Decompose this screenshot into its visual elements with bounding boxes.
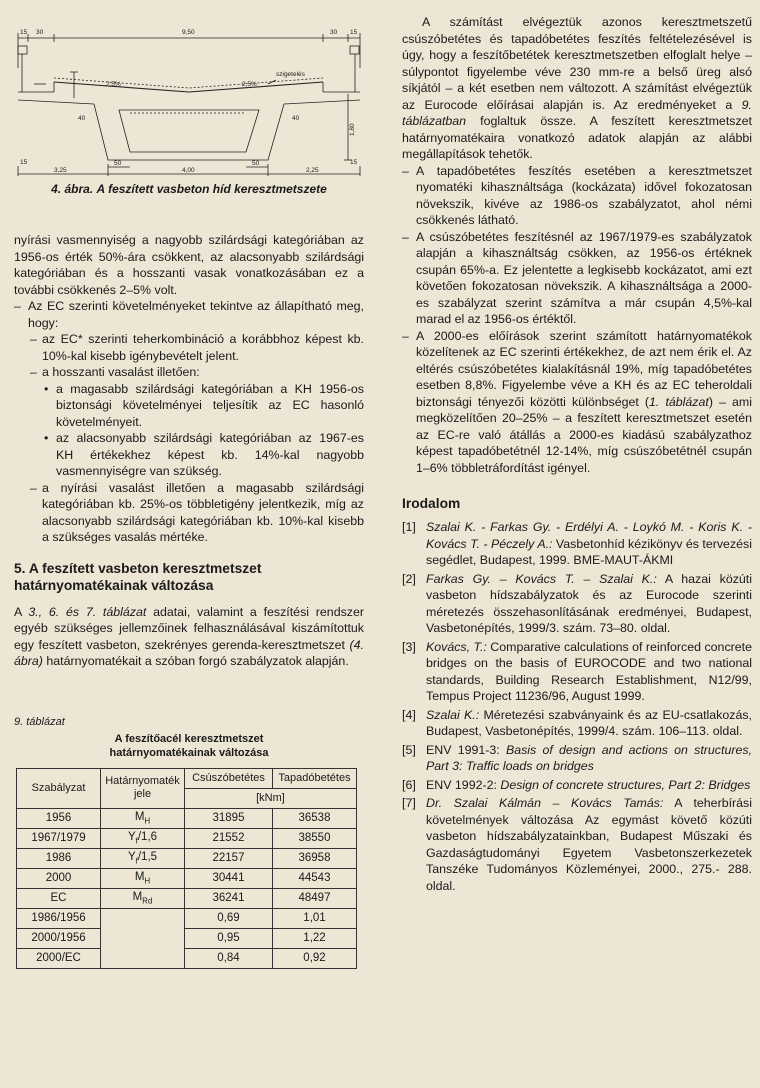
reference-number: [6] (402, 777, 416, 792)
reference-authors: Dr. Szalai Kálmán – Kovács Tamás: (426, 796, 664, 810)
cross-section-drawing (14, 14, 364, 176)
cell-bonded: 38550 (273, 828, 357, 848)
ec-sub-item-2-lead: a hosszanti vasalást illetően: (42, 365, 200, 379)
reference-text: A teherbírási követelmények változása Az egymást követő közúti vasbeton hídszabályzatainkban, Budapest Műszaki és Gazdaságtudományi Egyetem Vasbetonszerkezetek Tanszéke Tudományos Közleményei, 2000., 275.- 288. oldal. (426, 796, 752, 893)
findings-list (402, 163, 752, 477)
finding-item-2: – A csúszóbetétes feszítésnél az 1967/1979-es szabályzatok alapján a kihasználtság csökken, az 1956-os értéknek csupán 65%-a. Ez jelentette a legkisebb kockázatot, ami ezt követően fokozatosan növekszik. A kihasználtsága a 2000-es szabályzat szerint számítva a már csupán 4,5%-kal marad el az 1956-os értéktől. (402, 229, 752, 328)
dim-bottom-right-small: 15 (350, 159, 358, 166)
cell-regulation: 1956 (17, 808, 101, 828)
header-unit: [kNm] (185, 788, 357, 808)
table-title-line-1: A feszítőacél keresztmetszet (114, 732, 264, 745)
finding-3-text-a: A 2000-es előírások szerint számított határnyomatékok közelítenek az EC szerinti értékekhez, de azt nem érik el. Az eltérés csúszóbetétes kialakításnál 19%, míg tapadóbetétes esetben 8,8%. Figyelembe véve a KH és az EC teheroldali biztonsági tényezői közötti különbséget ( (416, 328, 752, 409)
reference-text: A hazai közúti vasbeton hídszabályzatok és az Eurocode szerinti méretezés összehasonlításának eredményei, Budapest, Vasbetonépítés, 1999/3. szám. 73–80. oldal. (426, 571, 752, 635)
table-label: 9. táblázat (14, 715, 65, 728)
cell-regulation: 1967/1979 (17, 828, 101, 848)
reference-number: [1] (402, 520, 416, 534)
reference-text: Vasbetonhíd kézikönyv és tervezési segédlet, Budapest, 1999. BME-MAUT-ÁKMI (426, 536, 752, 567)
intro-figure-ref: (4. ábra) (14, 637, 364, 668)
ec-requirements-lead: Az EC szerinti követelményeket tekintve az állapítható meg, hogy: (28, 299, 364, 330)
reference-item (402, 742, 752, 775)
reference-text: Comparative calculations of reinforced concrete bridges on the basis of EUROCODE and two national standards, Building Research Establishment, N12/99, Tempus Project 11236/96, August 1999. (426, 639, 752, 703)
finding-3-table-ref: 1. táblázat (649, 394, 709, 409)
dim-bottom-right: 2,25 (306, 167, 319, 174)
figure-caption-number: 4. ábra. (51, 182, 94, 196)
dim-top-right-2: 15 (350, 29, 358, 36)
reference-text: ENV 1991-3: (426, 742, 506, 757)
cell-moment-subscript: H (144, 876, 151, 886)
intro-text-b: adatai, valamint a feszítési rendszer egyéb szükséges jellemzőinek felhasználásával kiszámítottuk egy feszített vasbeton, szekrényes gerenda-keresztmetszet (14, 604, 364, 652)
reference-text: Méretezési szabványaink és az EU-csatlakozás, Budapest, Vasbetonépítés, 1999/4. szám. 106–113. oldal. (426, 707, 752, 738)
dim-top-total: 9,50 (182, 29, 195, 36)
table-body (17, 808, 357, 968)
section-title: 5. A feszített vasbeton keresztmetszet határnyomatékainak változása (14, 560, 262, 593)
cell-unbonded: 0,84 (185, 948, 273, 968)
cell-regulation: 2000/1956 (17, 928, 101, 948)
references-list (402, 519, 752, 894)
table-title (14, 732, 364, 760)
calc-text-b: foglaltuk össze. A feszített keresztmetszet határnyomatékaira vonatkozó adatok alapján az alábbi megállapítások tehetők. (402, 114, 752, 161)
dim-top-right-1: 30 (330, 29, 338, 36)
reference-number: [7] (402, 796, 416, 810)
finding-item-3 (402, 328, 752, 477)
figure-caption (14, 182, 364, 196)
figure-caption-text: A feszített vasbeton híd keresztmetszete (96, 182, 327, 196)
header-unbonded: Csúszóbetétes (185, 768, 273, 788)
references-title: Irodalom (402, 496, 461, 511)
cell-regulation: EC (17, 888, 101, 908)
cell-unbonded: 0,69 (185, 908, 273, 928)
cell-regulation: 1986/1956 (17, 908, 101, 928)
haunch-left: 40 (78, 115, 86, 122)
cell-unbonded: 31895 (185, 808, 273, 828)
reference-item (402, 571, 752, 637)
cell-regulation: 2000/EC (17, 948, 101, 968)
moment-table (16, 768, 357, 969)
bullet-item-2: • az alacsonyabb szilárdsági kategóriában az 1967-es KH értékekhez képest kb. 14%-kal nagyobb vasmennyiségre van szükség. (42, 430, 364, 480)
cell-moment-subscript: f (135, 856, 138, 866)
intro-text-c: határnyomatékait a szóban forgó szabályzatok alapján. (42, 654, 349, 668)
ec-sub-item-3: – a nyírási vasalást illetően a magasabb szilárdsági kategóriában kb. 25%-os többletigény jelentkezik, míg az alacsonyabb szilárdsági kategóriában kb. 10%-kal kisebb a szükséges vasalás mértéke. (28, 480, 364, 546)
reference-authors: Szalai K. - Farkas Gy. - Erdélyi A. - Loykó M. - Koris K. - Kovács T. - Péczely A.: (426, 520, 752, 551)
cell-unbonded: 22157 (185, 848, 273, 868)
table-row (17, 848, 357, 868)
cell-moment-subscript: Rd (142, 896, 153, 906)
cell-moment-subscript: H (144, 816, 151, 826)
dim-bottom-left-small: 15 (20, 159, 28, 166)
table-row (17, 868, 357, 888)
cell-moment-symbol: $Y_f/1,5$ (101, 848, 185, 868)
paragraph-calculation (402, 14, 752, 163)
reference-number: [4] (402, 707, 416, 722)
header-regulation: Szabályzat (17, 768, 101, 808)
bridge-cross-section-figure (14, 14, 364, 176)
intro-text-a: A (14, 604, 29, 619)
calc-table-ref: 9. táblázatban (402, 97, 752, 128)
slope-left: 2,5% (106, 81, 121, 88)
finding-3-text-b: ) – ami megközelítően 20–25% – a feszített keresztmetszet esetén az EC-re való átállás a 2000-es kiadású szabályzathoz képest tapadóbetétnél 12-14%, míg csúszóbetétnél csupán 1–6% többletráfordítást igényel. (416, 394, 752, 475)
ec-sub-item-2 (28, 364, 364, 480)
layer-label: szigetelés (276, 71, 305, 78)
reference-item (402, 777, 752, 794)
cell-regulation: 1986 (17, 848, 101, 868)
reference-text: ENV 1992-2: (426, 777, 501, 792)
cell-moment-symbol: $M_H$ (101, 868, 185, 888)
reference-authors: Farkas Gy. – Kovács T. – Szalai K.: (426, 571, 657, 586)
reference-authors: Kovács, T.: (426, 639, 487, 654)
ec-sub-item-1: – az EC* szerinti teherkombináció a korábbhoz képest kb. 10%-kal kisebb igénybevételt jelent. (28, 331, 364, 364)
reference-item (402, 519, 752, 569)
ec-sub-list (28, 331, 364, 546)
dim-top-left-1: 15 (20, 29, 28, 36)
cell-bonded: 44543 (273, 868, 357, 888)
table-row (17, 928, 357, 948)
reference-title: Basis of design and actions on structures, Part 3: Traffic loads on bridges (426, 742, 752, 773)
web-right: 50 (252, 160, 260, 167)
intro-table-ref: 3., 6. és 7. táblázat (28, 604, 147, 619)
table-title-line-2: határnyomatékainak változása (109, 746, 269, 759)
table-row (17, 828, 357, 848)
cell-moment-symbol-empty (101, 908, 185, 968)
cell-moment-subscript: f (135, 836, 138, 846)
cell-bonded: 1,22 (273, 928, 357, 948)
reference-number: [3] (402, 639, 416, 654)
table-row (17, 808, 357, 828)
ec-requirements-item (14, 298, 364, 546)
cell-unbonded: 21552 (185, 828, 273, 848)
paragraph-shear: nyírási vasmennyiség a nagyobb szilárdsági kategóriában az 1956-os érték 50%-ára csökkent, az alacsonyabb szilárdsági kategóriában és a hosszanti vasak vonatkozásában ez a további csökkenés 2–5% volt. (14, 233, 364, 297)
left-column (14, 14, 364, 969)
cell-regulation: 2000 (17, 868, 101, 888)
table-row (17, 888, 357, 908)
dim-bottom-mid: 4,00 (182, 167, 195, 174)
reference-title: Design of concrete structures, Part 2: Bridges (500, 777, 751, 792)
bullet-item-1: • a magasabb szilárdsági kategóriában a KH 1956-os biztonsági követelményei teljesítik az EC hasonló követelményeit. (42, 381, 364, 431)
dim-bottom-left: 3,25 (54, 167, 67, 174)
reference-item (402, 639, 752, 705)
right-column (402, 14, 752, 896)
cell-bonded: 0,92 (273, 948, 357, 968)
section-intro (14, 604, 364, 670)
ec-requirements-list (14, 298, 364, 546)
cell-unbonded: 36241 (185, 888, 273, 908)
dim-height: 1,80 (349, 123, 356, 136)
cell-bonded: 36538 (273, 808, 357, 828)
reference-number: [5] (402, 742, 416, 757)
finding-item-1: – A tapadóbetétes feszítés esetében a keresztmetszet nyomatéki kihasználtsága (kockázata) idővel fokozatosan növekszik, kivéve az 1986-os szabályzatot, ahol némi csökkenés látható. (402, 163, 752, 229)
cell-moment-symbol: $Y_f/1,6$ (101, 828, 185, 848)
haunch-right: 40 (292, 115, 300, 122)
table-row (17, 908, 357, 928)
cell-unbonded: 30441 (185, 868, 273, 888)
calc-text-a: A számítást elvégeztük azonos keresztmetszetű csúszóbetétes és tapadóbetétes feszítés feltételezésével is úgy, hogy a feszítőbetétek keresztmetszetben elfoglalt helye – súlypontot figyelembe véve 230 mm-re a belső üreg alsó síkjától – a két esetben nem változott. A számítást elvégeztük az Eurocode előírásai alapján is. Az eredményeket a (402, 15, 752, 112)
header-moment-symbol: Határnyomaték jele (101, 768, 185, 808)
cell-bonded: 1,01 (273, 908, 357, 928)
reference-item (402, 795, 752, 894)
dim-top-left-2: 30 (36, 29, 44, 36)
cell-moment-symbol: $M_{Rd}$ (101, 888, 185, 908)
slope-right: 2,5% (242, 81, 257, 88)
longitudinal-bullets (42, 381, 364, 480)
reference-number: [2] (402, 571, 416, 586)
cell-moment-symbol: $M_H$ (101, 808, 185, 828)
cell-bonded: 36958 (273, 848, 357, 868)
reference-authors: Szalai K.: (426, 707, 480, 722)
table-row (17, 948, 357, 968)
cell-bonded: 48497 (273, 888, 357, 908)
header-bonded: Tapadóbetétes (273, 768, 357, 788)
cell-unbonded: 0,95 (185, 928, 273, 948)
reference-item (402, 707, 752, 740)
web-left: 50 (114, 160, 122, 167)
